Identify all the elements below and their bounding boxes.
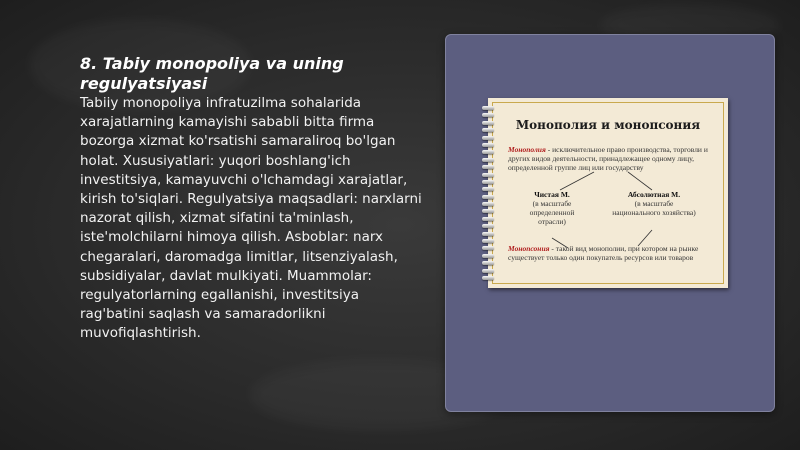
term-pure-monopoly (516, 190, 588, 226)
definition-monopoly-text: - исключительное право производства, торговли и других видов деятельности, принадлежащее одному лицу, определенной группе лиц или государству (508, 145, 708, 172)
note-card-image (488, 98, 728, 288)
term-monopsony: Монопсония (508, 244, 550, 253)
term-pure-monopoly-title: Чистая М. (534, 190, 570, 199)
term-absolute-monopoly-title: Абсолютная М. (627, 190, 681, 199)
definition-monopsony-text: - такой вид монополии, при котором на рынке существует только один покупатель ресурсов или товаров (508, 244, 699, 262)
slide-body: Tabiiy monopoliya infratuzilma sohalarida xarajatlarning kamayishi sababli bitta firma bozorga xizmat ko'rsatishi samaraliroq bo'lgan holat. Xususiyatlari: yuqori boshlang'ich investitsiya, kamayuvchi o'lchamdagi xarajatlar, kirish to'siqlari. Regulyatsiya maqsadlari: narxlarni nazorat qilish, xizmat sifatini ta'minlash, iste'molchilarni himoya qilish. Asboblar: narx chegaralari, daromadga limitlar, litsenziyalash, subsidiyalar, davlat mulkiyati. Muammolar: regulyatorlarning egallanishi, investitsiya rag'batini saqlash va samaradorlikni muvofiqlashtirish. (80, 95, 422, 342)
term-absolute-monopoly (612, 190, 696, 217)
definition-monopsony (508, 244, 720, 262)
term-absolute-monopoly-text: (в масштабе национального хозяйства) (612, 199, 696, 217)
term-pure-monopoly-text: (в масштабе определенной отрасли) (529, 199, 575, 226)
card-title: Монополия и монопсония (515, 118, 701, 132)
term-monopoly: Монополия (508, 145, 546, 154)
slide-title: 8. Tabiy monopoliya va uning regulyatsiyasi (80, 54, 344, 93)
